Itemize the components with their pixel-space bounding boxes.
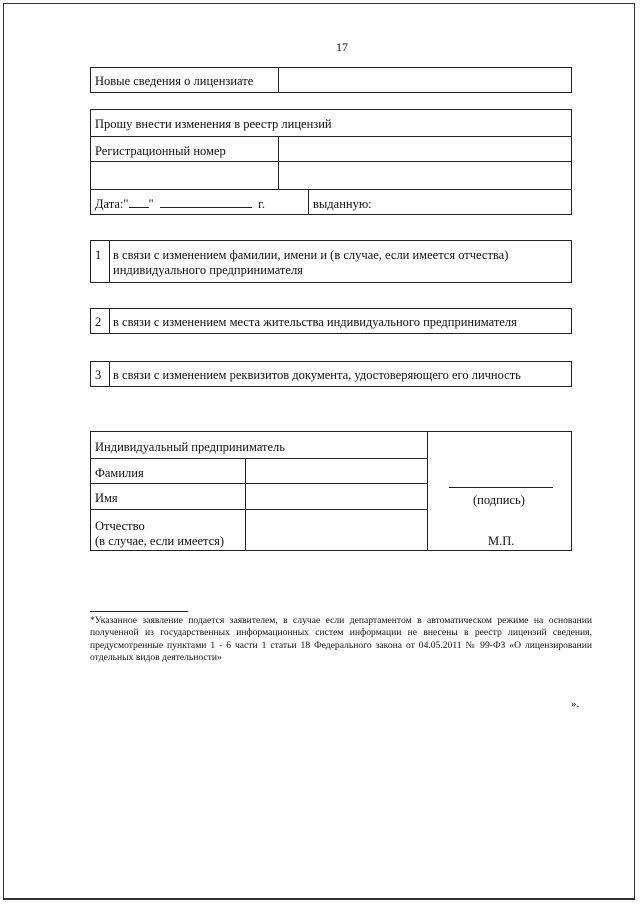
reason-1-row[interactable] xyxy=(90,240,572,283)
signature-caption: (подпись) xyxy=(473,493,525,507)
patronymic-label-line2: (в случае, если имеется) xyxy=(95,534,225,548)
date-prefix: Дата:" xyxy=(95,197,129,211)
request-table xyxy=(90,109,572,215)
reason-2-text: в связи с изменением места жительства индивидуального предпринимателя xyxy=(113,315,517,329)
reason-3-text: в связи с изменением реквизитов документа, удостоверяющего его личность xyxy=(113,368,521,382)
date-month-blank xyxy=(160,197,252,208)
date-field[interactable] xyxy=(91,194,269,215)
patronymic-value[interactable] xyxy=(246,510,427,550)
surname-label: Фамилия xyxy=(95,466,144,480)
signature-table xyxy=(90,431,572,551)
reason-3-row[interactable] xyxy=(90,361,572,387)
signature-line xyxy=(449,487,553,488)
new-info-value[interactable] xyxy=(279,68,571,92)
new-info-table xyxy=(90,67,572,93)
request-title: Прошу внести изменения в реестр лицензий xyxy=(95,117,332,131)
date-day-blank xyxy=(129,197,149,208)
entrepreneur-title: Индивидуальный предприниматель xyxy=(95,440,285,454)
reg-number-value[interactable] xyxy=(279,137,571,161)
reason-1-text-line2: индивидуального предпринимателя xyxy=(113,263,303,277)
divider xyxy=(91,189,571,190)
reason-1-number: 1 xyxy=(95,248,102,262)
new-info-label: Новые сведения о лицензиате xyxy=(95,74,254,88)
blank-cell-right[interactable] xyxy=(279,162,571,189)
footnote-text: *Указанное заявление подается заявителем, в случае если департаментом в автоматическом режиме на основании полученной из государственных информационных систем информации не внесены в реестр лицензий сведения, предусмотренные пунктами 1 - 6 части 1 статьи 18 Федерального закона от 04.05.2011 № 99-ФЗ «О лицензировании отдельных видов деятельности» xyxy=(90,615,592,664)
seal-mark: М.П. xyxy=(488,534,515,548)
divider xyxy=(427,432,428,550)
date-quote: " xyxy=(148,197,154,211)
name-value[interactable] xyxy=(246,484,427,509)
footnote-rule xyxy=(90,611,188,612)
issued-label: выданную: xyxy=(313,197,372,211)
reason-3-number: 3 xyxy=(95,368,102,382)
patronymic-label-line1: Отчество xyxy=(95,519,145,533)
reason-1-text-line1: в связи с изменением фамилии, имени и (в случае, если имеется отчества) xyxy=(113,248,509,262)
date-suffix: г. xyxy=(258,197,265,211)
surname-value[interactable] xyxy=(246,459,427,483)
page-number: 17 xyxy=(336,40,348,54)
blank-cell-left xyxy=(91,162,278,189)
reason-2-row[interactable] xyxy=(90,308,572,334)
closing-quote: ». xyxy=(571,698,580,710)
reason-2-number: 2 xyxy=(95,315,102,329)
name-label: Имя xyxy=(95,491,118,505)
reg-number-label: Регистрационный номер xyxy=(95,144,226,158)
